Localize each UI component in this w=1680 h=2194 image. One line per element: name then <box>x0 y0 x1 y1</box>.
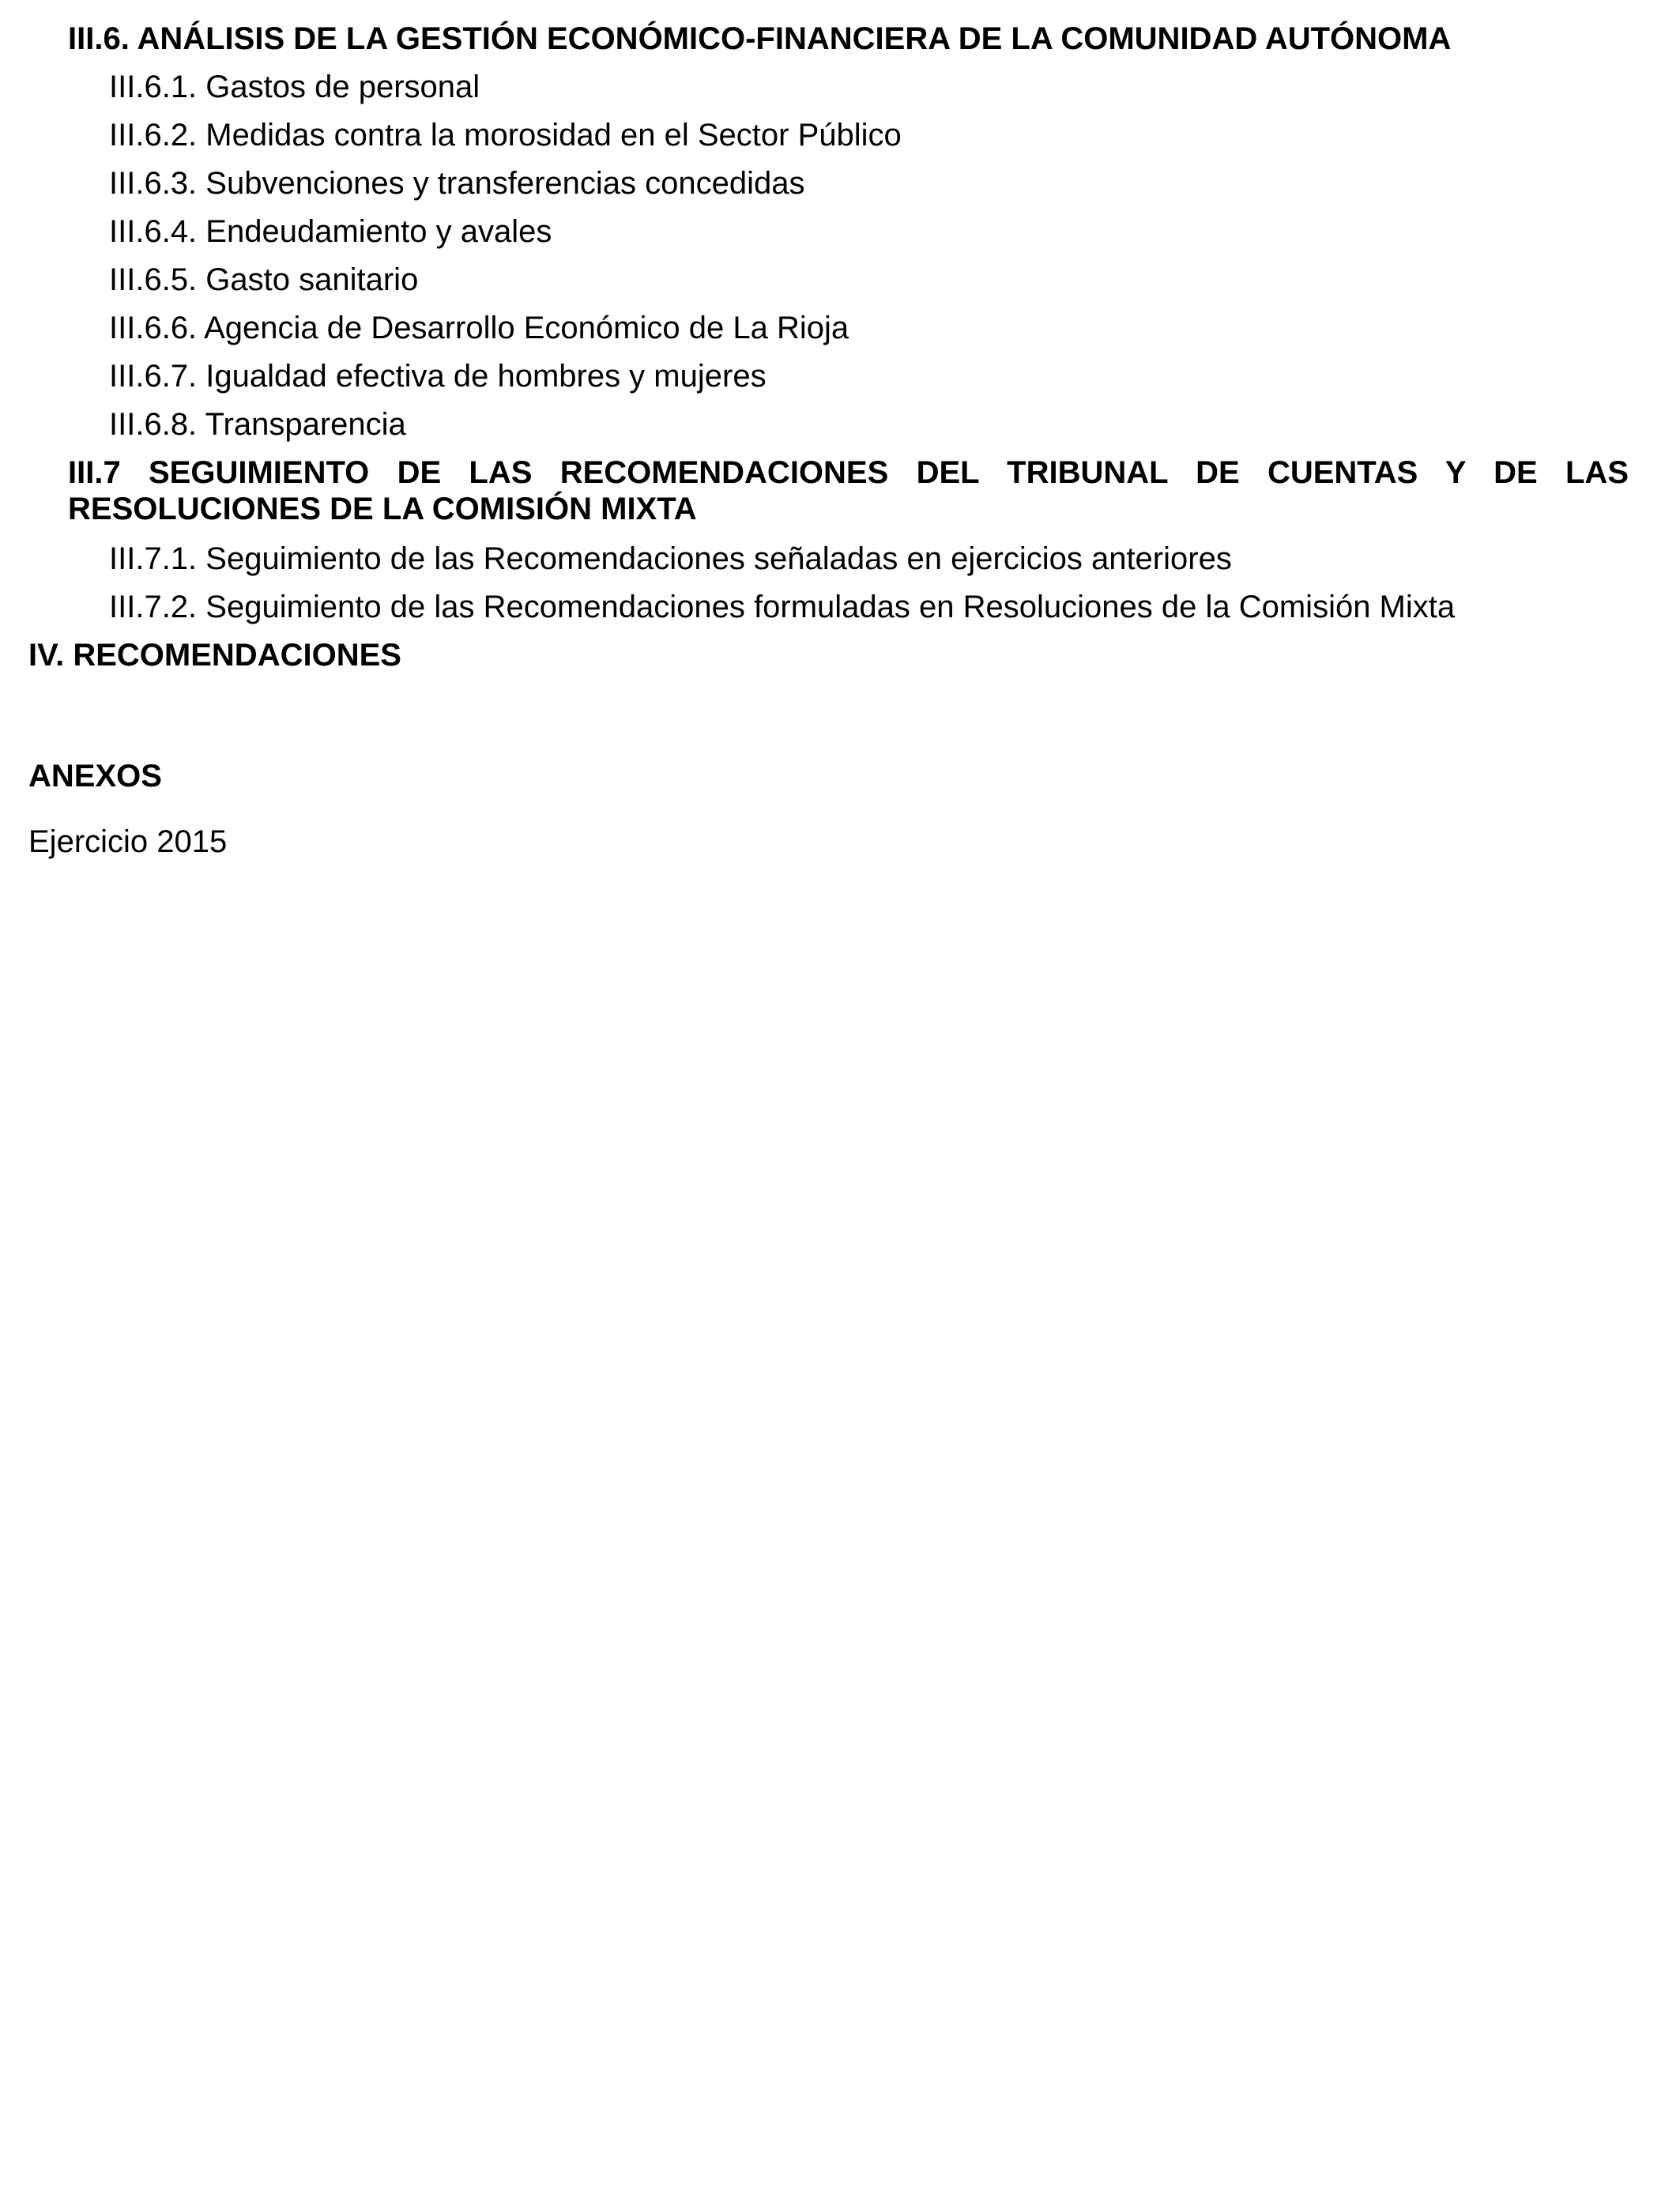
toc-item-3-7-2[interactable]: III.7.2. Seguimiento de las Recomendaciones formuladas en Resoluciones de la Comisión Mixta <box>109 590 1456 624</box>
toc-heading-3-7[interactable]: III.7 SEGUIMIENTO DE LAS RECOMENDACIONES DEL TRIBUNAL DE CUENTAS Y DE LAS RESOLUCIONES DE LA COMISIÓN MIXTA <box>68 455 1629 526</box>
toc-item-3-6-3[interactable]: III.6.3. Subvenciones y transferencias concedidas <box>109 166 805 201</box>
toc-item-3-7-1[interactable]: III.7.1. Seguimiento de las Recomendaciones señaladas en ejercicios anteriores <box>109 541 1232 576</box>
annex-item-ejercicio[interactable]: Ejercicio 2015 <box>28 824 228 859</box>
toc-item-3-6-2[interactable]: III.6.2. Medidas contra la morosidad en el Sector Público <box>109 118 902 153</box>
toc-item-3-6-5[interactable]: III.6.5. Gasto sanitario <box>109 262 419 297</box>
toc-item-3-6-6[interactable]: III.6.6. Agencia de Desarrollo Económico de La Rioja <box>109 311 849 345</box>
toc-item-3-6-1[interactable]: III.6.1. Gastos de personal <box>109 70 480 104</box>
toc-item-3-6-8[interactable]: III.6.8. Transparencia <box>109 407 406 442</box>
toc-heading-4[interactable]: IV. RECOMENDACIONES <box>28 638 401 673</box>
toc-item-3-6-7[interactable]: III.6.7. Igualdad efectiva de hombres y mujeres <box>109 359 767 394</box>
toc-heading-3-6[interactable]: III.6. ANÁLISIS DE LA GESTIÓN ECONÓMICO-FINANCIERA DE LA COMUNIDAD AUTÓNOMA <box>68 21 1452 56</box>
annexes-heading: ANEXOS <box>28 759 162 794</box>
toc-item-3-6-4[interactable]: III.6.4. Endeudamiento y avales <box>109 214 552 249</box>
